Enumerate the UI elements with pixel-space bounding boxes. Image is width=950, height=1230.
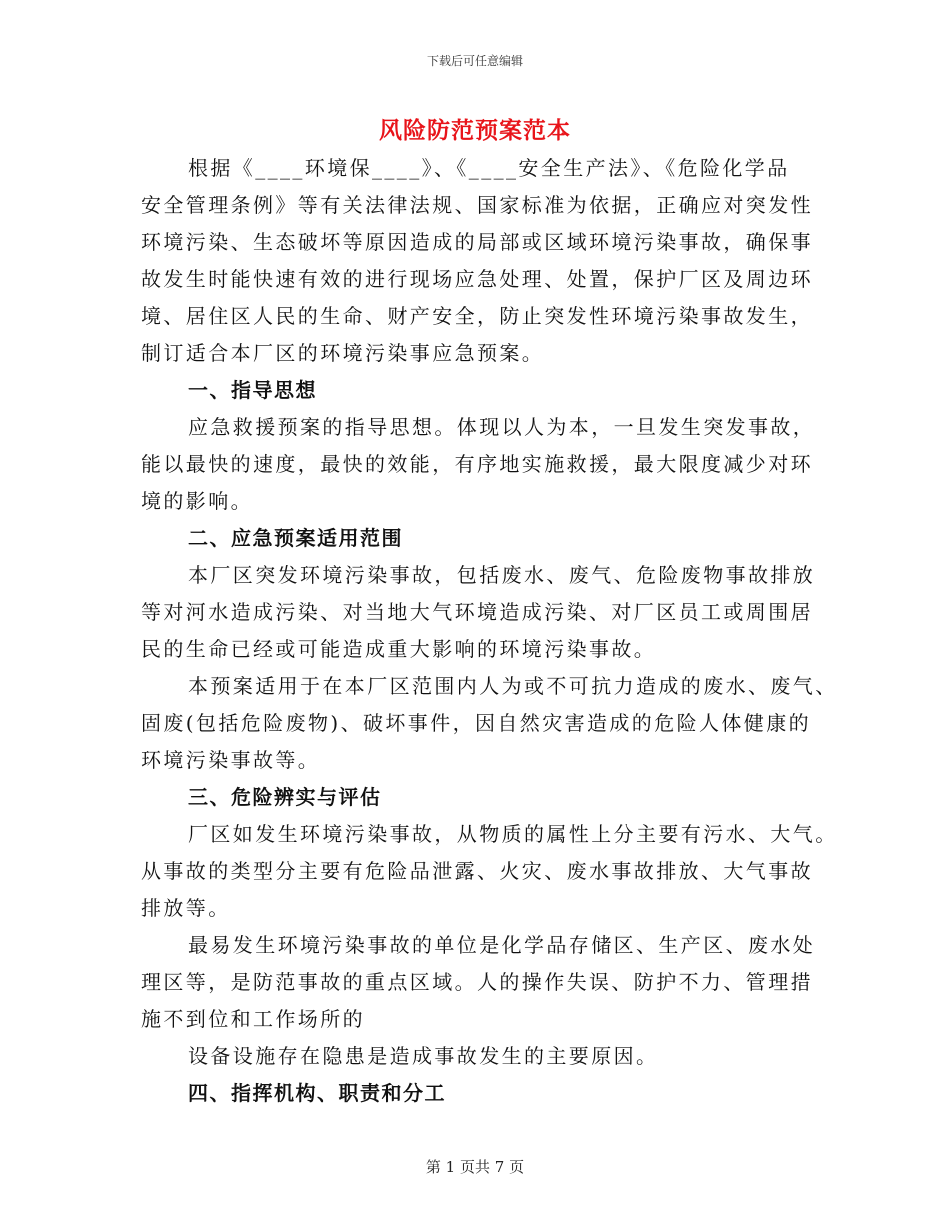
paragraph-line: 安全管理条例》等有关法律法规、国家标准为依据，正确应对突发性 [141,193,813,217]
paragraph-line: 固废(包括危险废物)、破坏事件，因自然灾害造成的危险人体健康的 [141,711,812,735]
section-heading: 二、应急预案适用范围 [188,526,403,550]
paragraph-line: 环境污染、生态破坏等原因造成的局部或区域环境污染事故，确保事 [141,230,813,254]
paragraph-line: 厂区如发生环境污染事故，从物质的属性上分主要有污水、大气。 [188,822,838,846]
paragraph-line: 理区等，是防范事故的重点区域。人的操作失误、防护不力、管理措 [141,970,813,994]
paragraph-line: 制订适合本厂区的环境污染事应急预案。 [141,341,545,365]
page-header: 下载后可任意编辑 [426,54,523,68]
paragraph-line: 设备设施存在隐患是造成事故发生的主要原因。 [188,1044,659,1068]
section-heading: 一、指导思想 [188,378,317,402]
paragraph-line: 能以最快的速度，最快的效能，有序地实施救援，最大限度减少对环 [141,452,813,476]
section-heading: 三、危险辨实与评估 [188,785,382,809]
paragraph-line: 排放等。 [141,896,231,920]
paragraph-line: 境、居住区人民的生命、财产安全，防止突发性环境污染事故发生， [141,304,813,328]
page-number: 第 1 页共 7 页 [425,1158,525,1176]
paragraph-line: 环境污染事故等。 [141,748,321,772]
paragraph-line: 境的影响。 [141,489,253,513]
paragraph-line: 民的生命已经或可能造成重大影响的环境污染事故。 [141,637,657,661]
paragraph-line: 应急救援预案的指导思想。体现以人为本，一旦发生突发事故， [188,415,816,439]
paragraph-line: 本厂区突发环境污染事故，包括废水、废气、危险废物事故排放 [188,563,816,587]
section-heading: 四、指挥机构、职责和分工 [188,1081,446,1105]
document-body [141,150,838,1112]
paragraph-line: 根据《____环境保____》、《____安全生产法》、《危险化学品 [188,156,790,180]
document-title: 风险防范预案范本 [379,117,571,144]
paragraph-line: 本预案适用于在本厂区范围内人为或不可抗力造成的废水、废气、 [188,674,838,698]
paragraph-line: 故发生时能快速有效的进行现场应急处理、处置，保护厂区及周边环 [141,267,813,291]
paragraph-line: 等对河水造成污染、对当地大气环境造成污染、对厂区员工或周围居 [141,600,813,624]
paragraph-line: 从事故的类型分主要有危险品泄露、火灾、废水事故排放、大气事故 [141,859,813,883]
paragraph-line: 施不到位和工作场所的 [141,1007,365,1031]
paragraph-line: 最易发生环境污染事故的单位是化学品存储区、生产区、废水处 [188,933,816,957]
